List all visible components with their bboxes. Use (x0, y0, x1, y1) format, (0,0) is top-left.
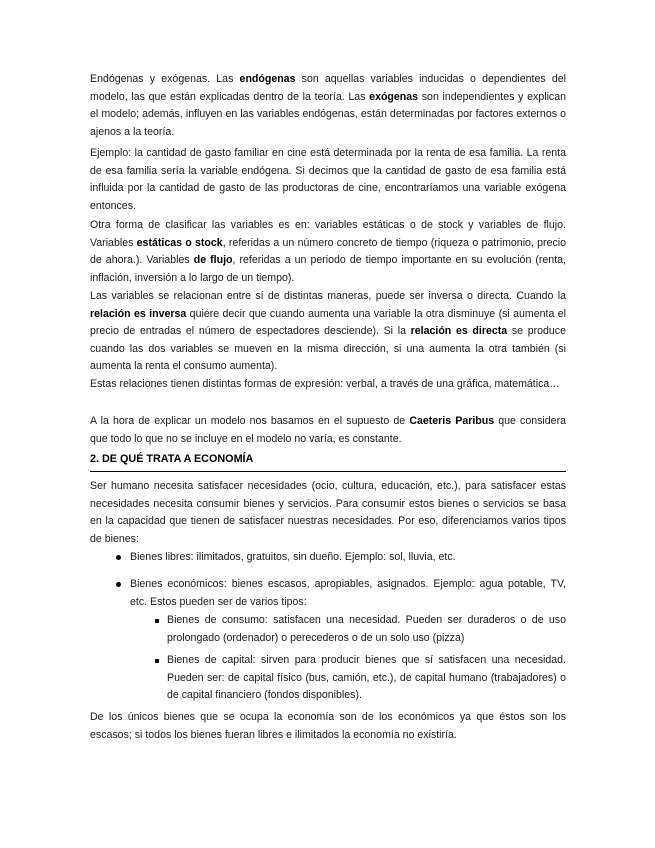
bold-term-stock: estáticas o stock (136, 236, 223, 249)
text-run: De los únicos bienes que se ocupa la economía son de los económicos ya que éstos son los escasos; si todos los bienes fueran libres e ilimitados la economía no existiría. (90, 711, 566, 741)
text-run: Endógenas y exógenas. Las (90, 73, 240, 85)
text-run: , referidas a un periodo de tiempo importante en su evolución (renta, inflación, inversión a lo largo de un tiempo). (90, 254, 566, 284)
text-run: A la hora de explicar un modelo nos basamos en el supuesto de (90, 415, 410, 427)
bullet-icon (116, 582, 121, 587)
text-run: son independientes y explican el modelo; además, influyen en las variables endógenas, están determinadas por factores externos o ajenos a la teoría. (90, 90, 566, 138)
bold-term-flujo: de flujo (193, 254, 233, 267)
paragraph-stock-flujo (90, 217, 566, 287)
bold-term-caeteris-paribus: Caeteris Paribus (409, 415, 495, 427)
text-run: quiere decir que cuando aumenta una variable la otra disminuye (si aumenta el precio de entradas el número de espectadores desciende). Si la (90, 307, 566, 338)
text-run: que considera que todo lo que no se incluye en el modelo no varía, es constante. (90, 415, 566, 445)
text-run: Las variables se relacionan entre sí de distintas maneras, puede ser inversa o directa. Cuando la (90, 290, 566, 302)
section-heading: 2. DE QUÉ TRATA A ECONOMÍA (90, 451, 566, 472)
sub-list-item-text: Bienes de capital: sirven para producir bienes que sí satisfacen una necesidad. Pueden ser: de capital físico (bus, camión, etc.), de capital humano (trabajadores) o de capital financiero (fondos disponibles). (167, 654, 566, 702)
text-run: son aquellas variables inducidas o dependientes del modelo, las que están explicadas dentro de la teoría. Las (90, 73, 566, 103)
text-run: Estas relaciones tienen distintas formas de expresión: verbal, a través de una gráfica, matemática… (90, 378, 560, 390)
paragraph-relaciones (90, 288, 566, 376)
list-item (130, 549, 566, 567)
paragraph-formas-expresion (90, 376, 566, 394)
paragraph-endogenas-exogenas (90, 71, 566, 141)
square-bullet-icon (155, 659, 159, 663)
paragraph-ejemplo-cine (90, 145, 566, 215)
text-run: Ejemplo: la cantidad de gasto familiar en cine está determinada por la renta de esa familia. La renta de esa familia sería la variable endógena. Si decimos que la cantidad de gasto de esa familia está influida por la cantidad de gasto de las productoras de cine, encontraríamos una variable exógena entonces. (90, 147, 566, 212)
sub-list-item-text: Bienes de consumo: satisfacen una necesidad. Pueden ser duraderos o de uso prolongado (ordenador) o perecederos o de un solo uso (pizza) (167, 614, 566, 644)
list-item-text: Bienes económicos: bienes escasos, apropiables, asignados. Ejemplo: agua potable, TV, etc. Estos pueden ser de varios tipos: (130, 578, 566, 608)
sub-list-item (167, 612, 566, 647)
paragraph-necesidades (90, 478, 566, 548)
text-run: Otra forma de clasificar las variables es en: variables estáticas o de stock y variables de flujo. Variables (90, 219, 566, 249)
paragraph-caeteris-paribus (90, 413, 566, 448)
bold-term-relacion-inversa: relación es inversa (90, 307, 187, 320)
text-run: , referidas a un número concreto de tiempo (riqueza o patrimonio, precio de ahora.). Variables (90, 236, 567, 267)
square-bullet-icon (155, 619, 159, 623)
list-item-text: Bienes libres: ilimitados, gratuitos, sin dueño. Ejemplo: sol, lluvia, etc. (130, 551, 456, 563)
list-item (130, 576, 566, 611)
bold-term-exogenas: exógenas (369, 90, 419, 103)
text-run: se produce cuando las dos variables se mueven en la misma dirección, si una aumenta la otra también (si aumenta la renta el consumo aumenta). (90, 325, 566, 373)
bullet-icon (116, 555, 121, 560)
bold-term-endogenas: endógenas (239, 73, 296, 85)
sub-list-item (167, 652, 566, 705)
bold-term-relacion-directa: relación es directa (410, 325, 508, 338)
text-run: Ser humano necesita satisfacer necesidades (ocio, cultura, educación, etc.), para satisfacer estas necesidades necesita consumir bienes y servicios. Para consumir estos bienes o servicios se basa en la capacidad que tienen de satisfacer nuestras necesidades. Por eso, diferenciamos varios tipos de bienes: (90, 480, 566, 545)
paragraph-conclusion (90, 709, 566, 744)
